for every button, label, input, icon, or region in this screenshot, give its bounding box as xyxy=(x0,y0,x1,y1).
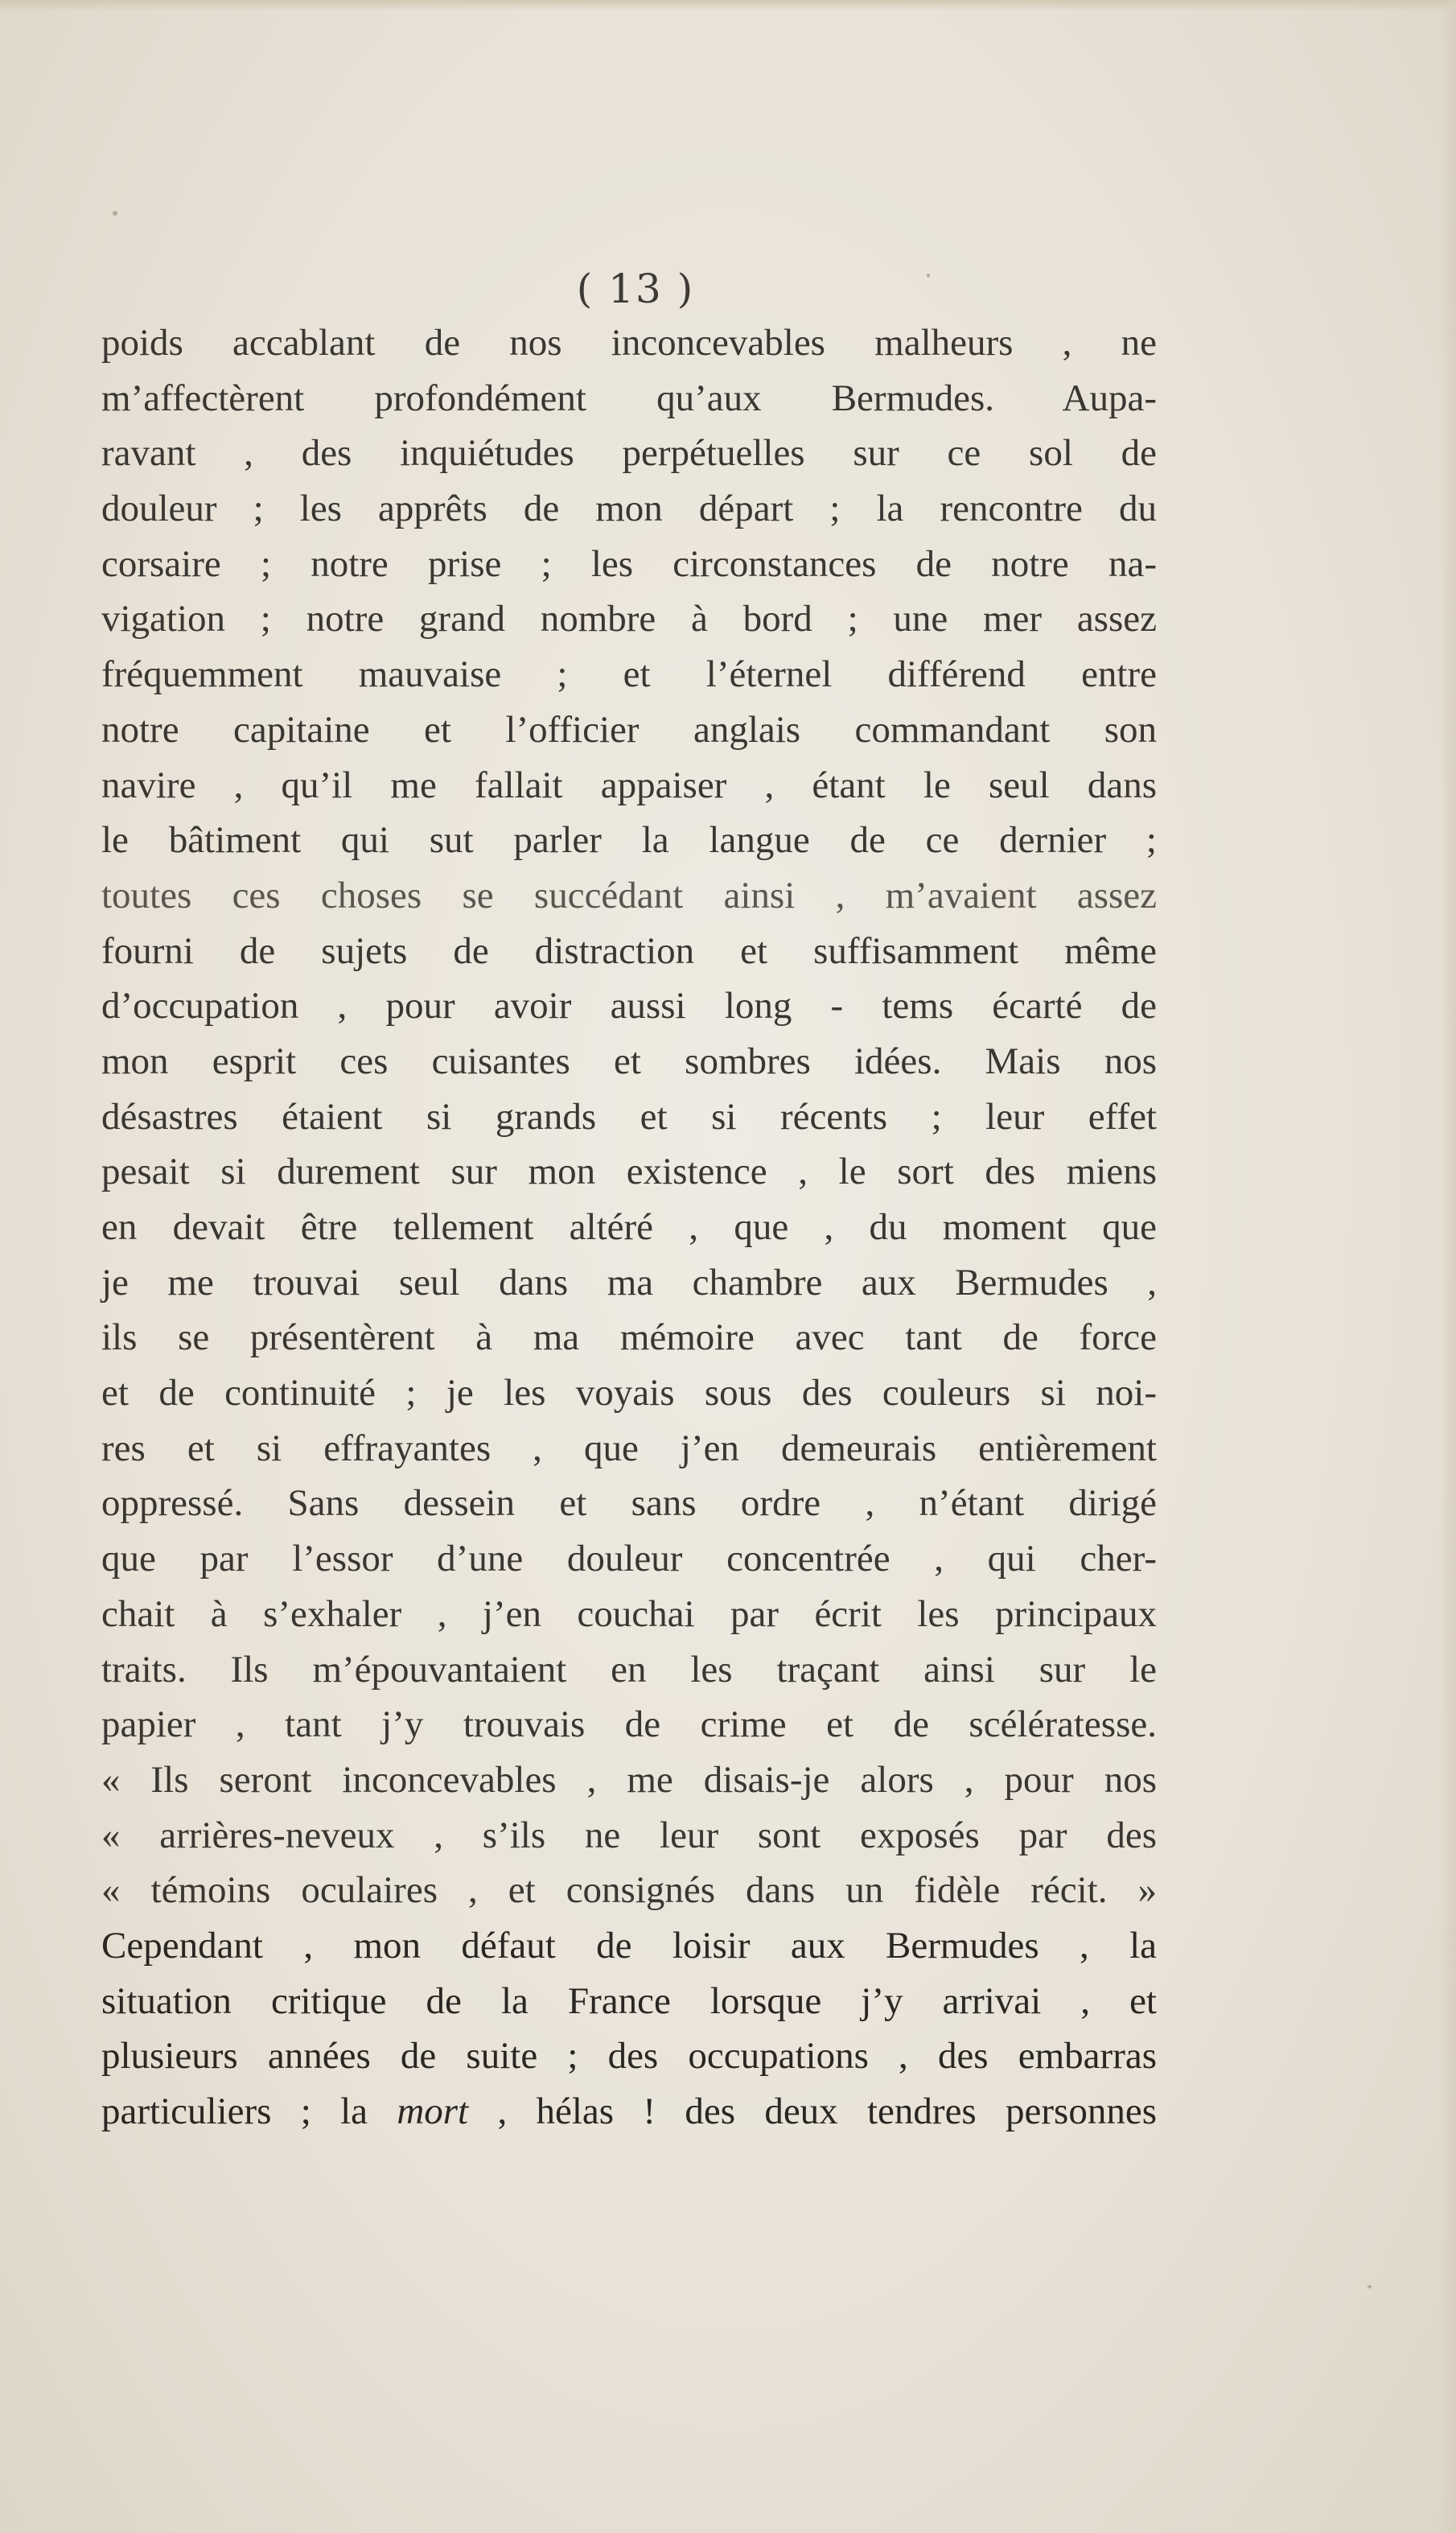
text-line: oppressé. Sans dessein et sans ordre , n’étant dirigé xyxy=(101,1482,1157,1525)
text-line: vigation ; notre grand nombre à bord ; une mer assez xyxy=(101,598,1157,640)
text-segment: particuliers ; la xyxy=(101,2090,397,2132)
italic-word: mort xyxy=(397,2090,469,2132)
text-line: fréquemment mauvaise ; et l’éternel différend entre xyxy=(101,653,1157,696)
text-line: m’affectèrent profondément qu’aux Bermudes. Aupa- xyxy=(101,377,1157,419)
paper-speck xyxy=(113,211,117,216)
text-line: mon esprit ces cuisantes et sombres idées. Mais nos xyxy=(101,1040,1157,1082)
text-line: que par l’essor d’une douleur concentrée , qui cher- xyxy=(101,1538,1157,1580)
text-line: d’occupation , pour avoir aussi long - tems écarté de xyxy=(101,985,1157,1028)
text-line: « arrières-neveux , s’ils ne leur sont exposés par des xyxy=(101,1814,1157,1856)
body-text xyxy=(101,315,1157,2140)
text-line: ravant , des inquiétudes perpétuelles sur ce sol de xyxy=(101,432,1157,475)
text-line: plusieurs années de suite ; des occupations , des embarras xyxy=(101,2035,1157,2078)
text-line: poids accablant de nos inconcevables malheurs , ne xyxy=(101,322,1157,364)
text-line: pesait si durement sur mon existence , le sort des miens xyxy=(101,1151,1157,1193)
text-line: fourni de sujets de distraction et suffisamment même xyxy=(101,929,1157,972)
text-line: ils se présentèrent à ma mémoire avec tant de force xyxy=(101,1316,1157,1359)
text-line: corsaire ; notre prise ; les circonstances de notre na- xyxy=(101,542,1157,585)
text-line: navire , qu’il me fallait appaiser , étant le seul dans xyxy=(101,764,1157,806)
text-line: le bâtiment qui sut parler la langue de ce dernier ; xyxy=(101,819,1157,862)
text-line: douleur ; les apprêts de mon départ ; la rencontre du xyxy=(101,488,1157,530)
text-line: désastres étaient si grands et si récents ; leur effet xyxy=(101,1095,1157,1138)
page-top-edge xyxy=(0,0,1456,11)
page-number: ( 13 ) xyxy=(576,266,695,312)
paper-speck xyxy=(1368,2285,1372,2288)
text-line: toutes ces choses se succédant ainsi , m’avaient assez xyxy=(101,874,1157,916)
text-line: notre capitaine et l’officier anglais commandant son xyxy=(101,708,1157,751)
text-line: je me trouvai seul dans ma chambre aux Bermudes , xyxy=(101,1261,1157,1304)
text-line: situation critique de la France lorsque j’y arrivai , et xyxy=(101,1979,1157,2022)
text-line: chait à s’exhaler , j’en couchai par écrit les principaux xyxy=(101,1592,1157,1635)
page-right-edge xyxy=(1440,0,1456,2533)
text-line: et de continuité ; je les voyais sous des couleurs si noi- xyxy=(101,1372,1157,1415)
text-line: « témoins oculaires , et consignés dans un fidèle récit. » xyxy=(101,1869,1157,1912)
text-line: « Ils seront inconcevables , me disais-je alors , pour nos xyxy=(101,1758,1157,1801)
text-line: traits. Ils m’épouvantaient en les traçant ainsi sur le xyxy=(101,1648,1157,1691)
text-line: papier , tant j’y trouvais de crime et de scélératesse. xyxy=(101,1703,1157,1746)
text-line: Cependant , mon défaut de loisir aux Bermudes , la xyxy=(101,1924,1157,1967)
text-line: en devait être tellement altéré , que , du moment que xyxy=(101,1206,1157,1248)
text-segment: , hélas ! des deux tendres personnes xyxy=(468,2090,1157,2132)
text-line: res et si effrayantes , que j’en demeurais entièrement xyxy=(101,1427,1157,1469)
text-line-last xyxy=(101,2084,1157,2140)
